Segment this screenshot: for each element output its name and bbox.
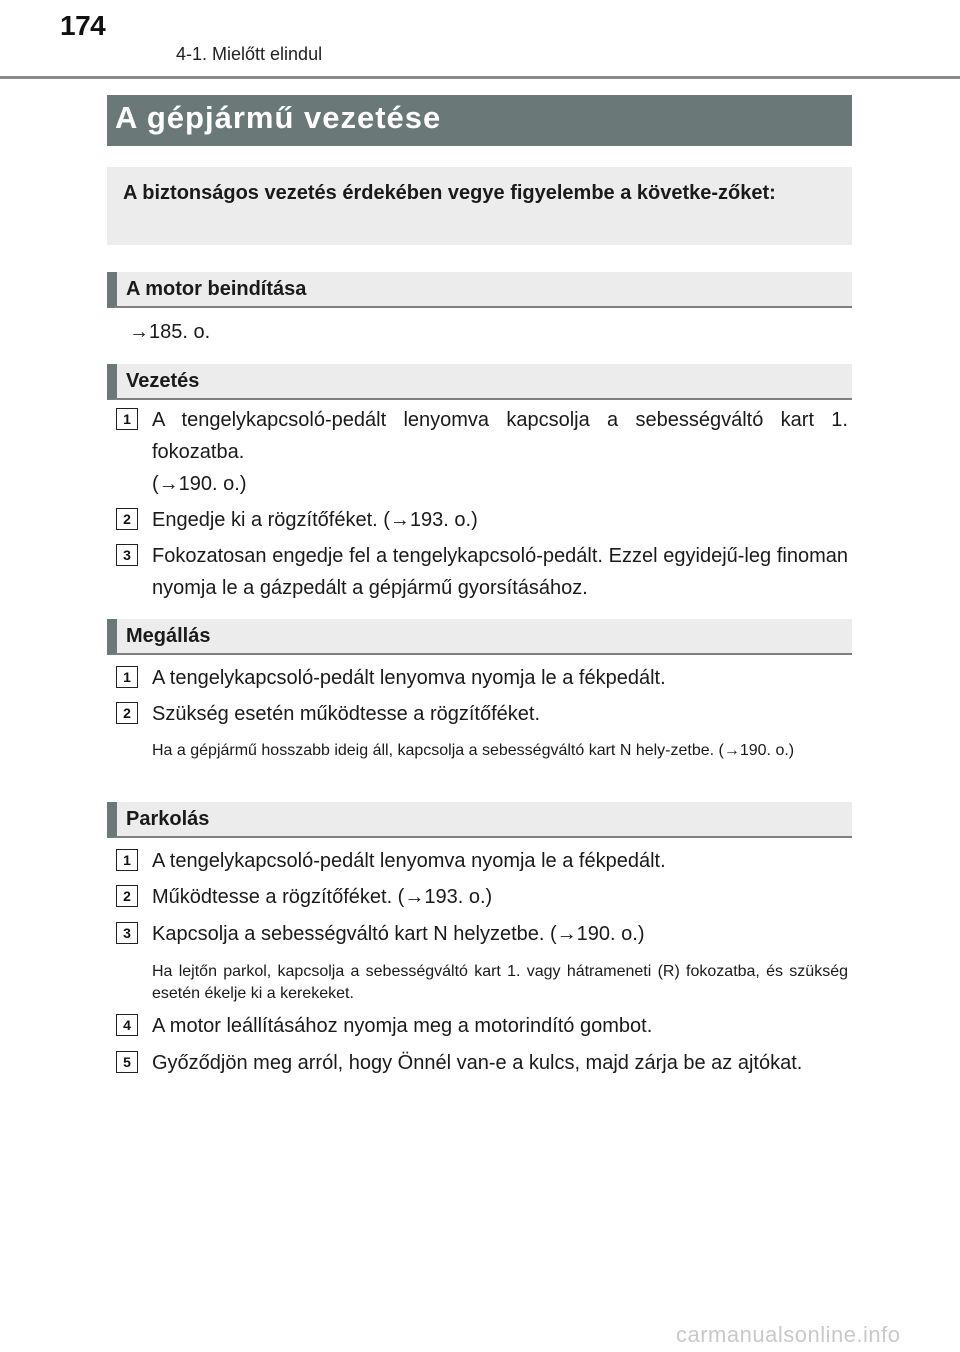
step-number-badge: 4 (116, 1014, 138, 1036)
step-number-badge: 2 (116, 702, 138, 724)
intro-box (107, 167, 852, 245)
parking-step-2-text: Működtesse a rögzítőféket. (→193. o.) (152, 886, 493, 908)
driving-step-1-reference: (→190. o.) (152, 473, 247, 495)
stopping-note: Ha a gépjármű hosszabb ideig áll, kapcsolja a sebességváltó kart N hely-zetbe. (→190. o.) (152, 742, 795, 759)
step-number-badge: 3 (116, 922, 138, 944)
step-number-badge: 2 (116, 508, 138, 530)
start-reference: →185. o. (129, 321, 211, 343)
stopping-step-2-text: Szükség esetén működtesse a rögzítőféket. (152, 703, 540, 725)
step-number-badge: 1 (116, 408, 138, 430)
chapter-label: 4-1. Mielőtt elindul (176, 44, 323, 64)
intro-text: A biztonságos vezetés érdekében vegye figyelembe a követke-zőket: (123, 182, 776, 204)
parking-step-4-text: A motor leállításához nyomja meg a motorindító gombot. (152, 1015, 653, 1037)
page-title: A gépjármű vezetése (107, 95, 852, 146)
driving-step-1-text: A tengelykapcsoló-pedált lenyomva kapcsolja a sebességváltó kart 1. fokozatba. (152, 409, 848, 463)
step-number-badge: 1 (116, 666, 138, 688)
step-number-badge: 2 (116, 885, 138, 907)
parking-note: Ha lejtőn parkol, kapcsolja a sebességváltó kart 1. vagy hátrameneti (R) fokozatba, és szükség esetén ékelje ki a kerekeket. (152, 963, 848, 1002)
section-heading-parking: Parkolás (107, 802, 852, 838)
section-heading-start: A motor beindítása (107, 272, 852, 308)
page-number: 174 (60, 10, 106, 41)
section-heading-driving: Vezetés (107, 364, 852, 400)
parking-step-5-text: Győződjön meg arról, hogy Önnél van-e a kulcs, majd zárja be az ajtókat. (152, 1052, 803, 1074)
section-heading-stopping: Megállás (107, 619, 852, 655)
watermark: carmanualsonline.info (676, 1322, 901, 1347)
stopping-step-1-text: A tengelykapcsoló-pedált lenyomva nyomja le a fékpedált. (152, 667, 666, 689)
step-number-badge: 3 (116, 544, 138, 566)
parking-step-1-text: A tengelykapcsoló-pedált lenyomva nyomja le a fékpedált. (152, 850, 666, 872)
driving-step-3-text: Fokozatosan engedje fel a tengelykapcsoló-pedált. Ezzel egyidejű-leg finoman nyomja le a gázpedált a gépjármű gyorsításához. (152, 545, 848, 599)
step-number-badge: 5 (116, 1051, 138, 1073)
driving-step-2-text: Engedje ki a rögzítőféket. (→193. o.) (152, 509, 478, 531)
step-number-badge: 1 (116, 849, 138, 871)
header-rule (0, 76, 960, 79)
parking-step-3-text: Kapcsolja a sebességváltó kart N helyzetbe. (→190. o.) (152, 923, 645, 945)
